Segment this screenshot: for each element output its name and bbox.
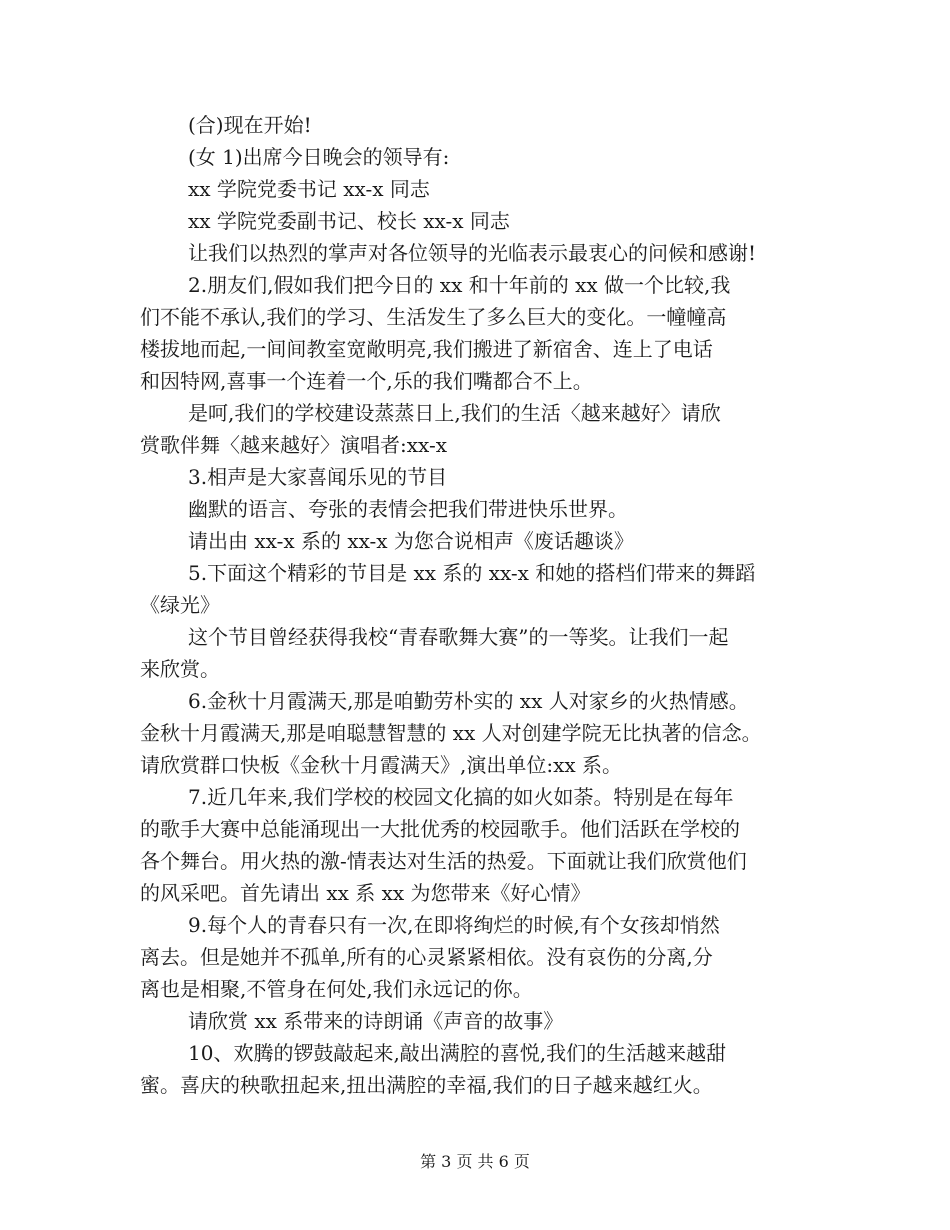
text-line: 《绿光》 <box>140 593 220 617</box>
text-line: 7.近几年来,我们学校的校园文化搞的如火如荼。特别是在每年 <box>188 785 734 809</box>
text-line: 离也是相聚,不管身在何处,我们永远记的你。 <box>140 977 533 1001</box>
text-line: 5.下面这个精彩的节目是 xx 系的 xx-x 和她的搭档们带来的舞蹈 <box>188 561 756 585</box>
text-line: 幽默的语言、夸张的表情会把我们带进快乐世界。 <box>188 497 628 521</box>
text-line: 2.朋友们,假如我们把今日的 xx 和十年前的 xx 做一个比较,我 <box>188 273 731 297</box>
text-line: 蜜。喜庆的秧歌扭起来,扭出满腔的幸福,我们的日子越来越红火。 <box>140 1073 713 1097</box>
text-line: 让我们以热烈的掌声对各位领导的光临表示最衷心的问候和感谢! <box>188 241 757 265</box>
text-line: 9.每个人的青春只有一次,在即将绚烂的时候,有个女孩却悄然 <box>188 913 720 937</box>
text-line: 3.相声是大家喜闻乐见的节目 <box>188 465 448 489</box>
text-line: xx 学院党委副书记、校长 xx-x 同志 <box>188 209 510 233</box>
text-line: 6.金秋十月霞满天,那是咱勤劳朴实的 xx 人对家乡的火热情感。 <box>188 689 749 713</box>
text-line: 楼拔地而起,一间间教室宽敞明亮,我们搬进了新宿舍、连上了电话 <box>140 337 713 361</box>
text-line: 是呵,我们的学校建设蒸蒸日上,我们的生活〈越来越好〉请欣 <box>188 401 721 425</box>
text-line: xx 学院党委书记 xx-x 同志 <box>188 177 430 201</box>
text-line: (合)现在开始! <box>188 113 312 137</box>
text-line: 的风采吧。首先请出 xx 系 xx 为您带来《好心情》 <box>140 881 591 905</box>
text-line: 这个节目曾经获得我校“青春歌舞大赛”的一等奖。让我们一起 <box>188 625 729 649</box>
text-line: (女 1)出席今日晚会的领导有: <box>188 145 450 169</box>
text-line: 和因特网,喜事一个连着一个,乐的我们嘴都合不上。 <box>140 369 593 393</box>
text-line: 来欣赏。 <box>140 657 220 681</box>
text-line: 请出由 xx-x 系的 xx-x 为您合说相声《废话趣谈》 <box>188 529 634 553</box>
text-line: 请欣赏群口快板《金秋十月霞满天》,演出单位:xx 系。 <box>140 753 623 777</box>
text-line: 各个舞台。用火热的激-情表达对生活的热爱。下面就让我们欣赏他们 <box>140 849 747 873</box>
text-line: 请欣赏 xx 系带来的诗朗诵《声音的故事》 <box>188 1009 564 1033</box>
text-line: 金秋十月霞满天,那是咱聪慧智慧的 xx 人对创建学院无比执著的信念。 <box>140 721 762 745</box>
text-line: 的歌手大赛中总能涌现出一大批优秀的校园歌手。他们活跃在学校的 <box>140 817 740 841</box>
page-number-footer: 第 3 页 共 6 页 <box>420 1152 530 1171</box>
text-line: 赏歌伴舞〈越来越好〉演唱者:xx-x <box>140 433 447 457</box>
text-line: 们不能不承认,我们的学习、生活发生了多么巨大的变化。一幢幢高 <box>140 305 727 329</box>
text-line: 离去。但是她并不孤单,所有的心灵紧紧相依。没有哀伤的分离,分 <box>140 945 713 969</box>
text-line: 10、欢腾的锣鼓敲起来,敲出满腔的喜悦,我们的生活越来越甜 <box>188 1041 727 1065</box>
